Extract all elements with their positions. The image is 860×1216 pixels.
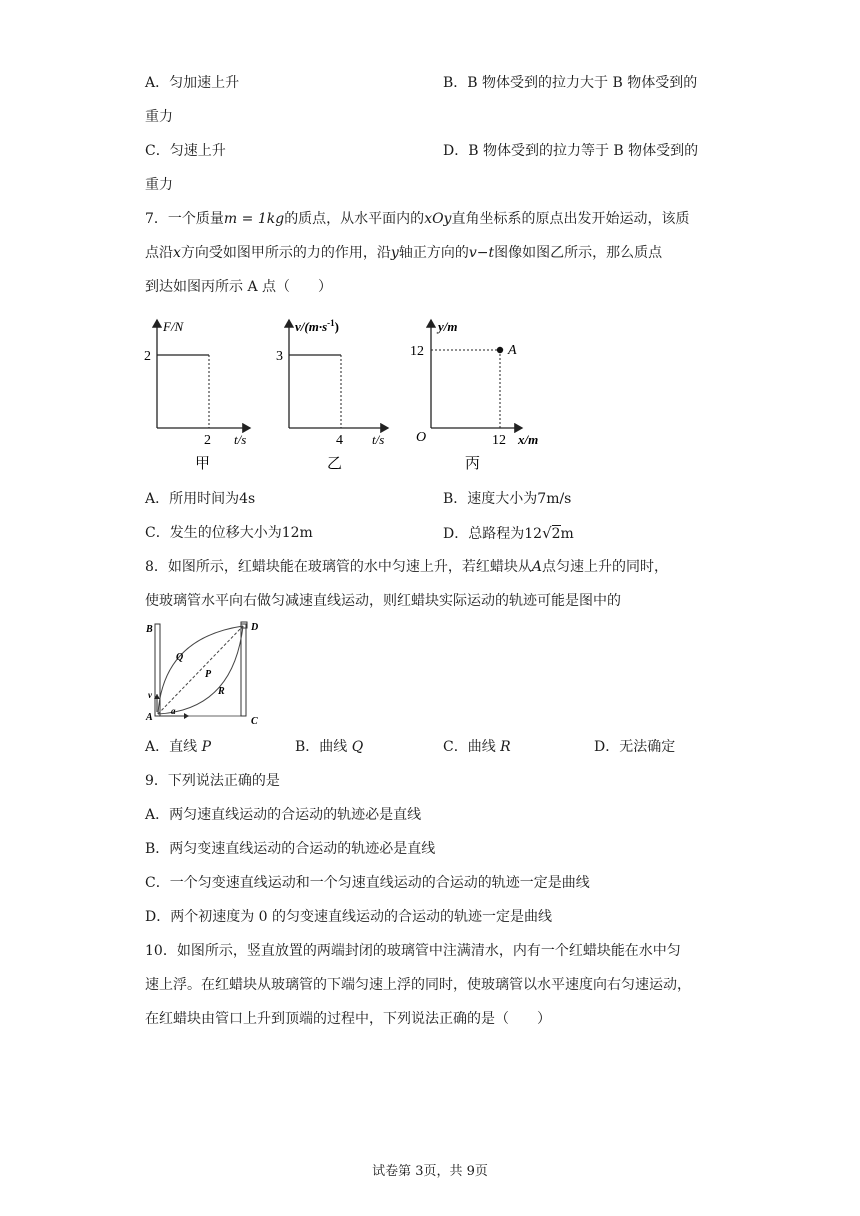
svg-text:a: a	[171, 706, 176, 716]
bing-ytick: 12	[410, 344, 424, 359]
q7-option-d: D．总路程为12√2m	[443, 524, 574, 542]
bing-ylabel: y/m	[438, 319, 458, 334]
svg-text:C: C	[251, 716, 258, 727]
q7-stem-line1: 7．一个质量m = 1kg的质点，从水平面内的xOy直角坐标系的原点出发开始运动，该质	[145, 211, 690, 227]
svg-text:A: A	[146, 712, 153, 723]
q6-option-c: C．匀速上升	[145, 143, 226, 159]
figure-bing	[410, 319, 538, 472]
q9-option-b: B．两匀变速直线运动的合运动的轨迹必是直线	[145, 841, 436, 857]
figure-jia	[144, 319, 250, 472]
q6-option-b-cont: 重力	[145, 109, 173, 125]
q9-option-d: D．两个初速度为 0 的匀变速直线运动的合运动的轨迹一定是曲线	[145, 909, 553, 925]
svg-text:v: v	[148, 690, 152, 700]
q8-figure	[143, 618, 268, 730]
q8-option-c: C．曲线 R	[443, 739, 511, 755]
q8-stem-line1: 8．如图所示，红蜡块能在玻璃管的水中匀速上升，若红蜡块从A点匀速上升的同时，	[145, 559, 669, 575]
q8-option-a: A．直线 P	[145, 739, 211, 755]
bing-origin: O	[416, 430, 427, 445]
yi-ylabel: $v/(m\cdot s^{-1})$	[295, 318, 339, 334]
q6-option-d: D．B 物体受到的拉力等于 B 物体受到的	[443, 143, 699, 159]
yi-xtick: 4	[336, 433, 343, 448]
svg-text:Q: Q	[176, 652, 184, 663]
jia-caption: 甲	[195, 456, 211, 472]
q6-option-d-cont: 重力	[145, 177, 173, 193]
yi-xlabel: t/s	[372, 432, 385, 447]
q7-stem-line2: 点沿x方向受如图甲所示的力的作用，沿y轴正方向的v−t图像如图乙所示，那么质点	[145, 245, 663, 261]
q8-option-d: D．无法确定	[594, 739, 676, 755]
svg-text:R: R	[218, 686, 225, 697]
svg-text:D: D	[251, 622, 259, 633]
jia-xtick: 2	[204, 433, 211, 448]
figure-yi	[276, 318, 388, 472]
q9-stem: 9．下列说法正确的是	[145, 773, 280, 789]
q8-stem-line2: 使玻璃管水平向右做匀减速直线运动，则红蜡块实际运动的轨迹可能是图中的	[145, 593, 621, 609]
svg-text:B: B	[146, 624, 153, 635]
q6-option-b: B．B 物体受到的拉力大于 B 物体受到的	[443, 75, 698, 91]
bing-point-label: A	[508, 343, 517, 358]
jia-ytick: 2	[144, 349, 151, 364]
q9-option-c: C．一个匀变速直线运动和一个匀速直线运动的合运动的轨迹一定是曲线	[145, 875, 590, 891]
q7-option-b: B．速度大小为7m/s	[443, 491, 572, 507]
q10-stem-line1: 10．如图所示，竖直放置的两端封闭的玻璃管中注满清水，内有一个红蜡块能在水中匀	[145, 943, 681, 959]
point-a	[497, 347, 503, 353]
q10-stem-line3: 在红蜡块由管口上升到顶端的过程中，下列说法正确的是（ ）	[145, 1011, 551, 1027]
bing-xlabel: x/m	[518, 432, 539, 447]
jia-ylabel: F/N	[163, 319, 184, 334]
q9-option-a: A．两匀速直线运动的合运动的轨迹必是直线	[145, 807, 422, 823]
bing-xtick: 12	[492, 433, 506, 448]
q7-stem-line3: 到达如图丙所示 A 点（ ）	[145, 279, 333, 295]
svg-text:P: P	[205, 669, 212, 680]
right-tube	[241, 624, 246, 716]
q8-option-b: B．曲线 Q	[295, 739, 364, 755]
q6-option-a: A．匀加速上升	[145, 75, 240, 91]
q7-option-a: A．所用时间为4s	[145, 491, 256, 507]
jia-xlabel: t/s	[234, 432, 247, 447]
q7-figures	[130, 308, 550, 478]
page-footer: 试卷第 3页，共 9页	[372, 1164, 488, 1179]
q7-option-c: C．发生的位移大小为12m	[145, 525, 313, 541]
yi-caption: 乙	[327, 456, 343, 472]
yi-ytick: 3	[276, 349, 283, 364]
bing-caption: 丙	[465, 456, 481, 472]
q10-stem-line2: 速上浮。在红蜡块从玻璃管的下端匀速上浮的同时，使玻璃管以水平速度向右匀速运动，	[145, 977, 691, 993]
